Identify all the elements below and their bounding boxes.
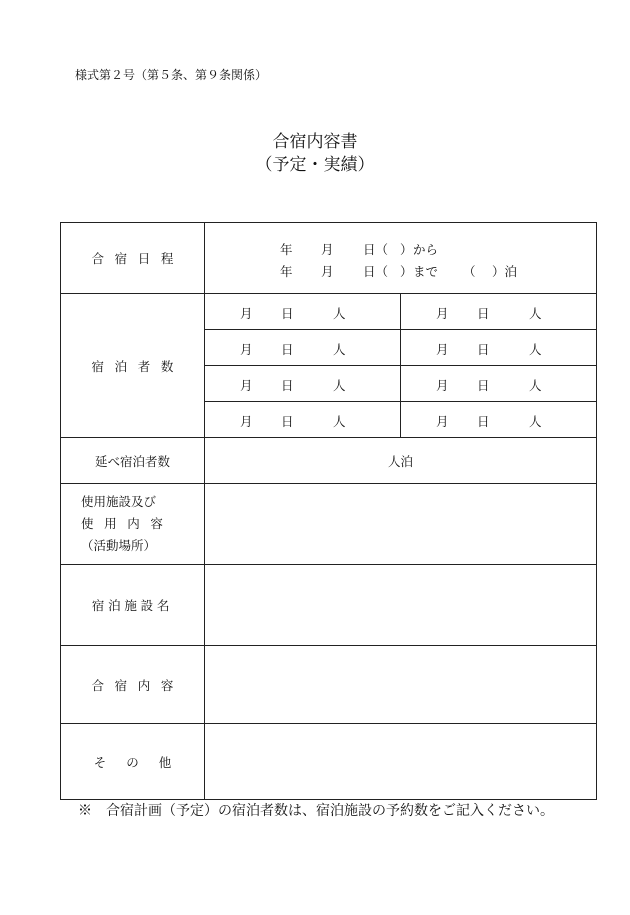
guests-person: 人 — [529, 306, 542, 321]
guests-cell[interactable] — [401, 402, 597, 438]
camp-form-table — [60, 222, 597, 800]
schedule-end-month: 月 — [321, 264, 334, 279]
total-nights-row — [61, 438, 597, 484]
form-number: 様式第２号（第５条、第９条関係） — [75, 68, 268, 82]
schedule-end-day: 日（ — [363, 264, 389, 279]
guests-day: 日 — [281, 342, 294, 357]
nights-close: ）泊 — [492, 264, 518, 279]
schedule-end-close: ） — [400, 264, 413, 279]
facility-label-line1: 使用施設及び — [81, 494, 157, 509]
document-subtitle: （予定・実績） — [255, 155, 375, 175]
guests-month: 月 — [240, 378, 253, 393]
guests-cell[interactable] — [205, 330, 401, 366]
total-nights-unit: 人泊 — [387, 453, 413, 469]
schedule-start-year: 年 — [280, 242, 293, 257]
schedule-start-suffix: から — [413, 242, 439, 257]
schedule-label: 合宿日程 — [61, 223, 205, 294]
facility-label-line3: （活動場所） — [81, 538, 157, 553]
guests-month: 月 — [436, 306, 449, 321]
guests-cell[interactable] — [205, 294, 401, 330]
guests-day: 日 — [281, 378, 294, 393]
content-input[interactable] — [205, 646, 597, 724]
nights-open: （ — [463, 264, 476, 279]
guests-cell[interactable] — [401, 294, 597, 330]
schedule-start-close: ） — [400, 242, 413, 257]
other-row — [61, 724, 597, 800]
guests-cell[interactable] — [401, 330, 597, 366]
guests-person: 人 — [333, 306, 346, 321]
facility-row — [61, 484, 597, 565]
lodging-input[interactable] — [205, 565, 597, 646]
other-label: その他 — [61, 724, 205, 800]
footnote: ※ 合宿計画（予定）の宿泊者数は、宿泊施設の予約数をご記入ください。 — [78, 803, 554, 819]
guests-month: 月 — [436, 414, 449, 429]
total-nights-label: 延べ宿泊者数 — [61, 438, 205, 484]
schedule-start-day: 日（ — [363, 242, 389, 257]
guests-person: 人 — [333, 378, 346, 393]
guests-month: 月 — [240, 306, 253, 321]
guests-person: 人 — [333, 414, 346, 429]
schedule-end-suffix: まで — [413, 264, 439, 279]
guests-cell[interactable] — [401, 366, 597, 402]
guests-month: 月 — [240, 414, 253, 429]
schedule-start-month: 月 — [321, 242, 334, 257]
guests-person: 人 — [529, 342, 542, 357]
content-row — [61, 646, 597, 724]
facility-input[interactable] — [205, 484, 597, 565]
guests-person: 人 — [529, 414, 542, 429]
guests-month: 月 — [240, 342, 253, 357]
guests-day: 日 — [281, 414, 294, 429]
total-nights-cell[interactable] — [205, 438, 597, 484]
other-input[interactable] — [205, 724, 597, 800]
content-label: 合宿内容 — [61, 646, 205, 724]
document-title: 合宿内容書 — [272, 132, 358, 152]
guests-day: 日 — [281, 306, 294, 321]
schedule-cell[interactable] — [205, 223, 597, 294]
guests-day: 日 — [477, 342, 490, 357]
guests-person: 人 — [529, 378, 542, 393]
facility-label-line2: 使用内容 — [81, 516, 174, 531]
guests-month: 月 — [436, 342, 449, 357]
schedule-end-year: 年 — [280, 264, 293, 279]
lodging-label: 宿泊施設名 — [61, 565, 205, 646]
guests-day: 日 — [477, 378, 490, 393]
guests-row — [61, 294, 597, 330]
lodging-row — [61, 565, 597, 646]
guests-day: 日 — [477, 306, 490, 321]
guests-person: 人 — [333, 342, 346, 357]
guests-day: 日 — [477, 414, 490, 429]
schedule-row — [61, 223, 597, 294]
guests-cell[interactable] — [205, 366, 401, 402]
guests-label: 宿泊者数 — [61, 294, 205, 438]
guests-month: 月 — [436, 378, 449, 393]
guests-cell[interactable] — [205, 402, 401, 438]
facility-label — [61, 484, 205, 565]
